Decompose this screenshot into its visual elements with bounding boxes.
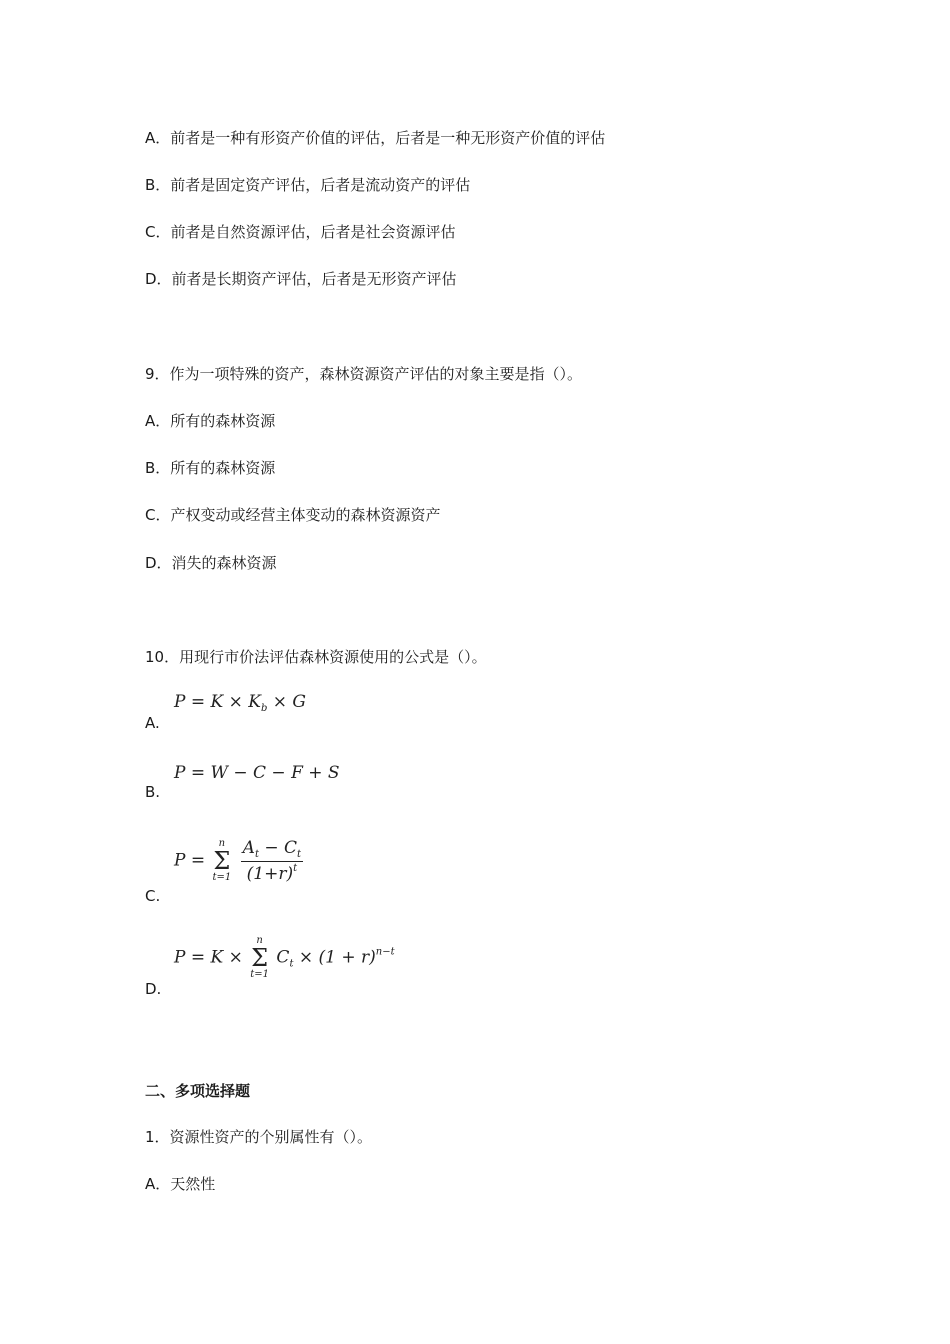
s2-q1-option-a: A．天然性 <box>145 1175 216 1193</box>
formula-a-lhs: P = K × K <box>174 692 261 712</box>
s2-q1-stem: 1．资源性资产的个别属性有（）。 <box>145 1128 373 1146</box>
q9-option-a: A．所有的森林资源 <box>145 412 276 430</box>
q10-formula-d: P = K × n Σ t=1 $C_t \times (1 + r)^{n-t}$ <box>174 935 395 980</box>
formula-d-lhs: P = K × <box>174 947 249 968</box>
q10-option-b-label: B. <box>145 783 161 801</box>
q8-option-c: C．前者是自然资源评估，后者是社会资源评估 <box>145 223 456 241</box>
formula-a-sub: b <box>260 703 268 714</box>
q10-option-a-label: A. <box>145 714 160 732</box>
q8-option-d: D．前者是长期资产评估，后者是无形资产评估 <box>145 270 457 288</box>
section-heading: 二、多项选择题 <box>145 1082 251 1100</box>
q10-formula-c <box>174 838 305 884</box>
sigma-symbol: n Σ t=1 <box>250 935 270 980</box>
q8-option-a: A．前者是一种有形资产价值的评估，后者是一种无形资产价值的评估 <box>145 129 606 147</box>
q10-stem: 10．用现行市价法评估森林资源使用的公式是（）。 <box>145 648 487 666</box>
q9-option-b: B．所有的森林资源 <box>145 459 276 477</box>
q9-stem: 9．作为一项特殊的资产，森林资源资产评估的对象主要是指（）。 <box>145 365 583 383</box>
q8-option-b: B．前者是固定资产评估，后者是流动资产的评估 <box>145 176 471 194</box>
q9-option-c: C．产权变动或经营主体变动的森林资源资产 <box>145 506 441 524</box>
q10-option-c-label: C. <box>145 887 161 905</box>
sigma-symbol: n Σ t=1 <box>212 838 232 883</box>
formula-c-lhs: P = <box>174 850 211 871</box>
q10-formula-b: P = W − C − F + S <box>174 763 340 783</box>
q9-option-d: D．消失的森林资源 <box>145 554 277 572</box>
q10-formula-a <box>174 692 306 714</box>
formula-a-rhs: × G <box>267 692 306 712</box>
q10-option-d-label: D. <box>145 980 162 998</box>
fraction: $\frac{A_t - C_t}{(1+r)^t}$ <box>242 838 302 884</box>
